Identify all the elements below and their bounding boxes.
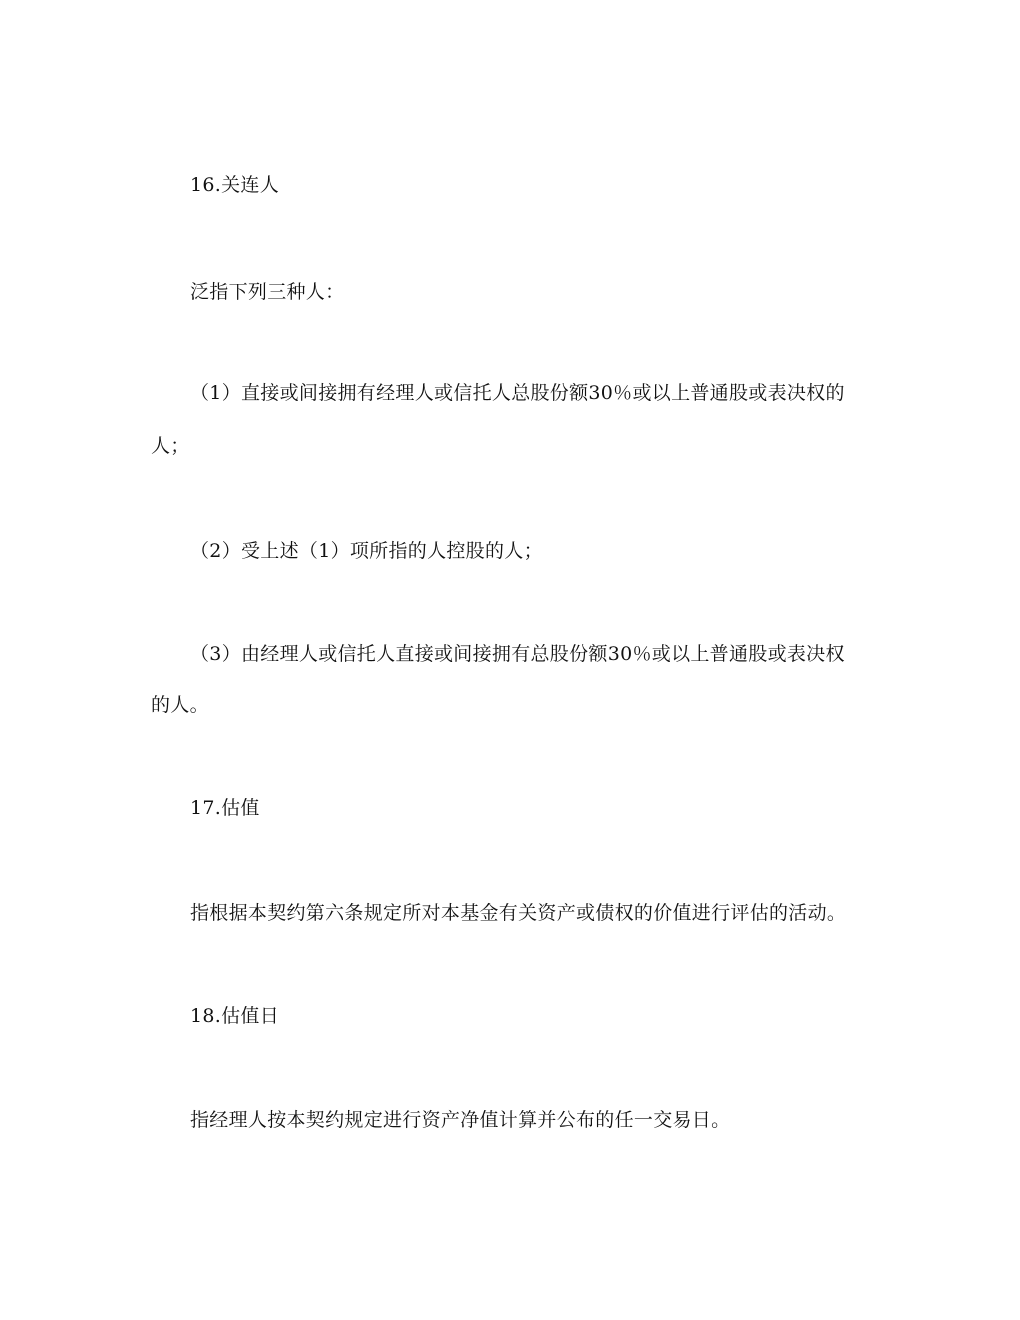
section-18-heading: 18.估值日 bbox=[190, 1005, 280, 1027]
section-16-item-1-line-1: （1）直接或间接拥有经理人或信托人总股份额30％或以上普通股或表决权的 bbox=[190, 382, 845, 404]
section-16-item-1-line-2: 人； bbox=[151, 435, 190, 457]
section-16-intro: 泛指下列三种人： bbox=[190, 281, 345, 303]
section-16-item-2: （2）受上述（1）项所指的人控股的人； bbox=[190, 540, 543, 562]
section-17-body: 指根据本契约第六条规定所对本基金有关资产或债权的价值进行评估的活动。 bbox=[190, 902, 847, 924]
section-18-body: 指经理人按本契约规定进行资产净值计算并公布的任一交易日。 bbox=[190, 1109, 731, 1131]
section-17-heading: 17.估值 bbox=[190, 797, 260, 819]
section-16-heading: 16.关连人 bbox=[190, 174, 280, 196]
section-16-item-3-line-2: 的人。 bbox=[151, 694, 209, 716]
section-16-item-3-line-1: （3）由经理人或信托人直接或间接拥有总股份额30％或以上普通股或表决权 bbox=[190, 643, 845, 665]
